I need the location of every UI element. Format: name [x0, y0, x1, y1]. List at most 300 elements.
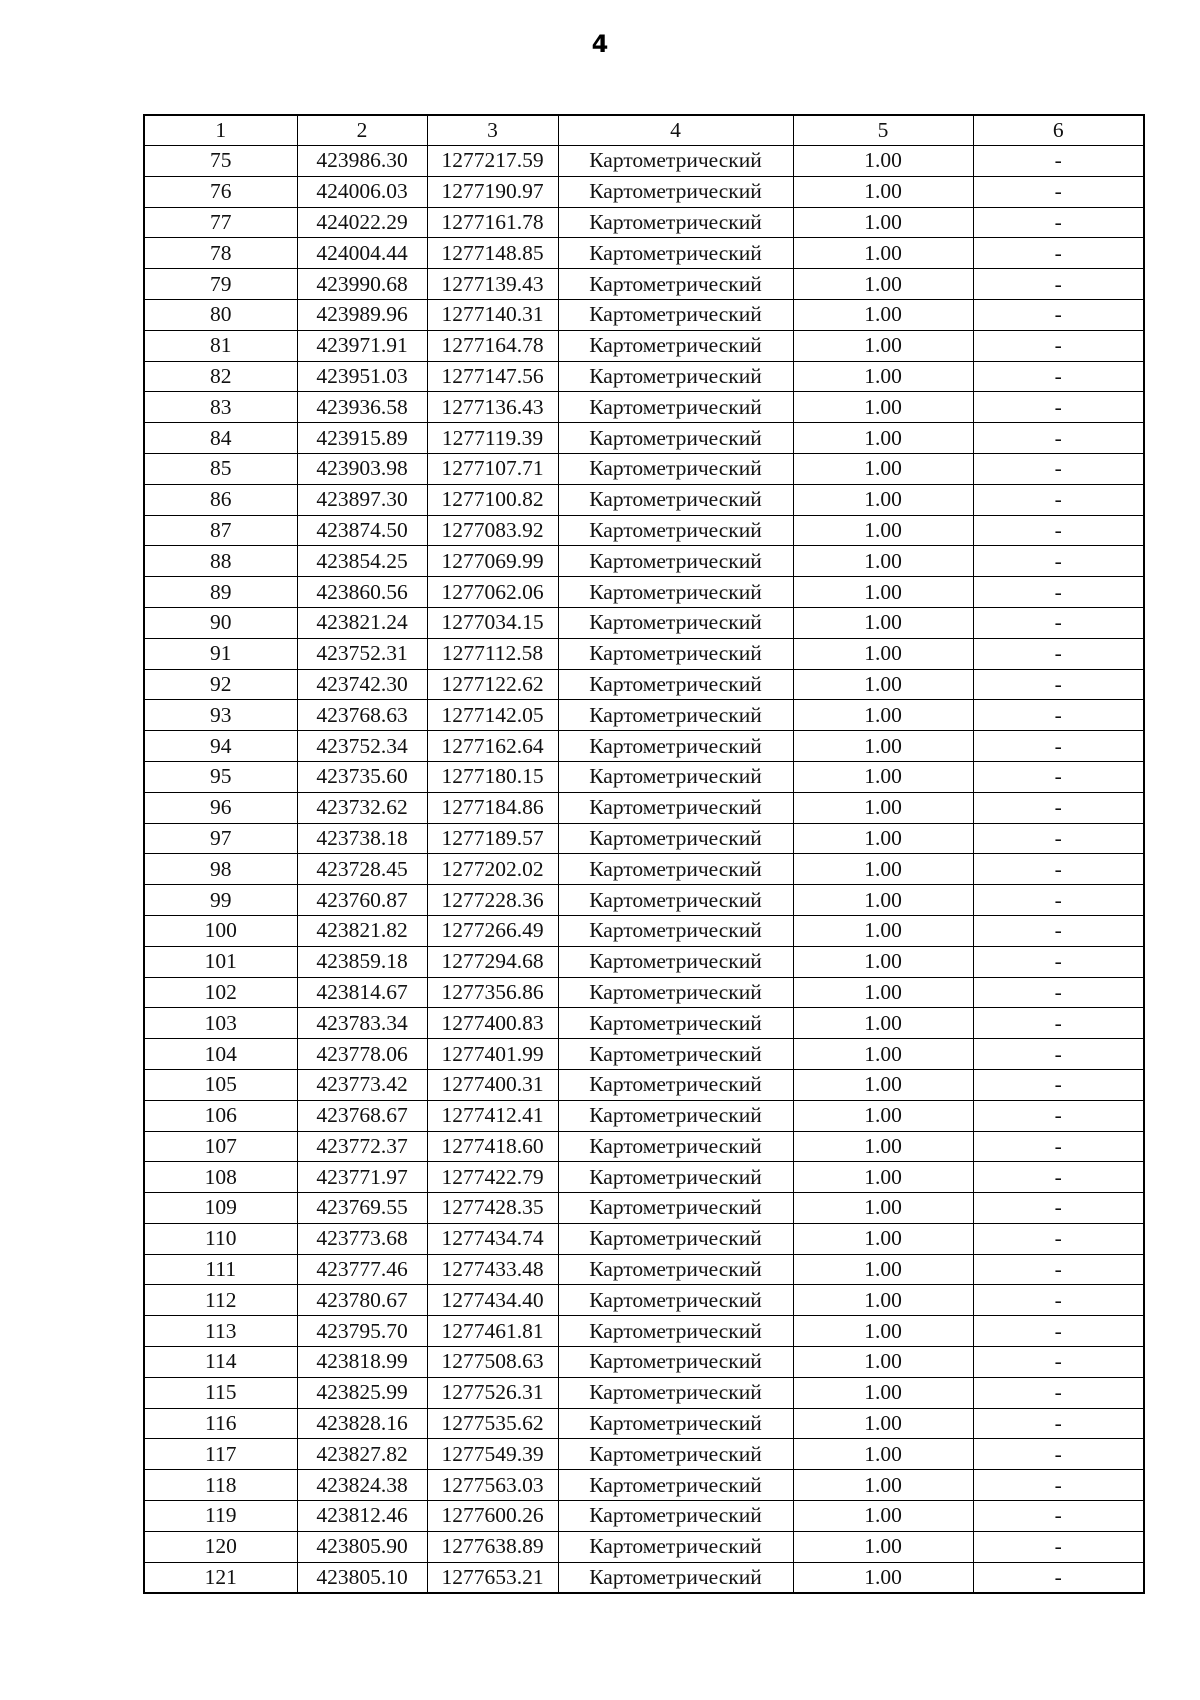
y-coordinate-cell: 1277122.62 [427, 669, 558, 700]
note-cell: - [973, 330, 1144, 361]
note-cell: - [973, 1223, 1144, 1254]
table-row [144, 1069, 1144, 1100]
accuracy-cell: 1.00 [793, 1069, 973, 1100]
point-number-cell: 94 [144, 731, 297, 762]
point-number-cell: 95 [144, 761, 297, 792]
y-coordinate-cell: 1277400.83 [427, 1008, 558, 1039]
method-cell: Картометрический [558, 1316, 793, 1347]
point-number-cell: 101 [144, 946, 297, 977]
x-coordinate-cell: 423986.30 [297, 146, 427, 177]
page-number: 4 [591, 30, 609, 58]
point-number-cell: 86 [144, 484, 297, 515]
table-row [144, 484, 1144, 515]
note-cell: - [973, 1254, 1144, 1285]
accuracy-cell: 1.00 [793, 1408, 973, 1439]
point-number-cell: 120 [144, 1531, 297, 1562]
method-cell: Картометрический [558, 238, 793, 269]
note-cell: - [973, 546, 1144, 577]
point-number-cell: 82 [144, 361, 297, 392]
x-coordinate-cell: 423768.63 [297, 700, 427, 731]
accuracy-cell: 1.00 [793, 946, 973, 977]
y-coordinate-cell: 1277161.78 [427, 207, 558, 238]
x-coordinate-cell: 423821.24 [297, 607, 427, 638]
method-cell: Картометрический [558, 330, 793, 361]
method-cell: Картометрический [558, 1008, 793, 1039]
accuracy-cell: 1.00 [793, 361, 973, 392]
y-coordinate-cell: 1277461.81 [427, 1316, 558, 1347]
note-cell: - [973, 1470, 1144, 1501]
method-cell: Картометрический [558, 515, 793, 546]
point-number-cell: 103 [144, 1008, 297, 1039]
accuracy-cell: 1.00 [793, 269, 973, 300]
method-cell: Картометрический [558, 1100, 793, 1131]
point-number-cell: 115 [144, 1377, 297, 1408]
note-cell: - [973, 392, 1144, 423]
x-coordinate-cell: 423769.55 [297, 1193, 427, 1224]
accuracy-cell: 1.00 [793, 792, 973, 823]
accuracy-cell: 1.00 [793, 1377, 973, 1408]
table-row [144, 269, 1144, 300]
x-coordinate-cell: 423951.03 [297, 361, 427, 392]
note-cell: - [973, 854, 1144, 885]
x-coordinate-cell: 423735.60 [297, 761, 427, 792]
y-coordinate-cell: 1277638.89 [427, 1531, 558, 1562]
accuracy-cell: 1.00 [793, 484, 973, 515]
note-cell: - [973, 176, 1144, 207]
x-coordinate-cell: 423771.97 [297, 1162, 427, 1193]
x-coordinate-cell: 423874.50 [297, 515, 427, 546]
accuracy-cell: 1.00 [793, 1347, 973, 1378]
method-cell: Картометрический [558, 361, 793, 392]
x-coordinate-cell: 423780.67 [297, 1285, 427, 1316]
method-cell: Картометрический [558, 1039, 793, 1070]
table-row [144, 1347, 1144, 1378]
x-coordinate-cell: 424004.44 [297, 238, 427, 269]
point-number-cell: 79 [144, 269, 297, 300]
y-coordinate-cell: 1277422.79 [427, 1162, 558, 1193]
method-cell: Картометрический [558, 453, 793, 484]
point-number-cell: 87 [144, 515, 297, 546]
point-number-cell: 119 [144, 1501, 297, 1532]
note-cell: - [973, 761, 1144, 792]
accuracy-cell: 1.00 [793, 515, 973, 546]
table-row [144, 1439, 1144, 1470]
note-cell: - [973, 1347, 1144, 1378]
point-number-cell: 90 [144, 607, 297, 638]
x-coordinate-cell: 423989.96 [297, 299, 427, 330]
y-coordinate-cell: 1277162.64 [427, 731, 558, 762]
point-number-cell: 85 [144, 453, 297, 484]
column-header-1: 1 [144, 115, 297, 146]
x-coordinate-cell: 423752.31 [297, 638, 427, 669]
y-coordinate-cell: 1277401.99 [427, 1039, 558, 1070]
y-coordinate-cell: 1277164.78 [427, 330, 558, 361]
table-row [144, 1285, 1144, 1316]
note-cell: - [973, 1377, 1144, 1408]
accuracy-cell: 1.00 [793, 392, 973, 423]
y-coordinate-cell: 1277189.57 [427, 823, 558, 854]
table-row [144, 1039, 1144, 1070]
y-coordinate-cell: 1277139.43 [427, 269, 558, 300]
y-coordinate-cell: 1277400.31 [427, 1069, 558, 1100]
table-row [144, 1408, 1144, 1439]
accuracy-cell: 1.00 [793, 330, 973, 361]
accuracy-cell: 1.00 [793, 1501, 973, 1532]
y-coordinate-cell: 1277266.49 [427, 915, 558, 946]
table-row [144, 577, 1144, 608]
y-coordinate-cell: 1277119.39 [427, 423, 558, 454]
method-cell: Картометрический [558, 1193, 793, 1224]
y-coordinate-cell: 1277428.35 [427, 1193, 558, 1224]
y-coordinate-cell: 1277180.15 [427, 761, 558, 792]
note-cell: - [973, 515, 1144, 546]
table-row [144, 1531, 1144, 1562]
table-row [144, 1470, 1144, 1501]
y-coordinate-cell: 1277148.85 [427, 238, 558, 269]
accuracy-cell: 1.00 [793, 1223, 973, 1254]
method-cell: Картометрический [558, 299, 793, 330]
method-cell: Картометрический [558, 669, 793, 700]
x-coordinate-cell: 423732.62 [297, 792, 427, 823]
y-coordinate-cell: 1277100.82 [427, 484, 558, 515]
y-coordinate-cell: 1277600.26 [427, 1501, 558, 1532]
y-coordinate-cell: 1277294.68 [427, 946, 558, 977]
column-header-3: 3 [427, 115, 558, 146]
x-coordinate-cell: 423777.46 [297, 1254, 427, 1285]
point-number-cell: 96 [144, 792, 297, 823]
note-cell: - [973, 1008, 1144, 1039]
table-row [144, 1254, 1144, 1285]
method-cell: Картометрический [558, 854, 793, 885]
method-cell: Картометрический [558, 1069, 793, 1100]
x-coordinate-cell: 423805.90 [297, 1531, 427, 1562]
table-row [144, 146, 1144, 177]
accuracy-cell: 1.00 [793, 453, 973, 484]
note-cell: - [973, 1100, 1144, 1131]
table-row [144, 546, 1144, 577]
table-row [144, 238, 1144, 269]
y-coordinate-cell: 1277508.63 [427, 1347, 558, 1378]
method-cell: Картометрический [558, 638, 793, 669]
y-coordinate-cell: 1277418.60 [427, 1131, 558, 1162]
method-cell: Картометрический [558, 1439, 793, 1470]
point-number-cell: 89 [144, 577, 297, 608]
method-cell: Картометрический [558, 700, 793, 731]
table-row [144, 607, 1144, 638]
note-cell: - [973, 1562, 1144, 1593]
x-coordinate-cell: 423915.89 [297, 423, 427, 454]
table-row [144, 915, 1144, 946]
table-row [144, 761, 1144, 792]
accuracy-cell: 1.00 [793, 299, 973, 330]
point-number-cell: 108 [144, 1162, 297, 1193]
point-number-cell: 84 [144, 423, 297, 454]
y-coordinate-cell: 1277190.97 [427, 176, 558, 207]
y-coordinate-cell: 1277202.02 [427, 854, 558, 885]
table-row [144, 1193, 1144, 1224]
y-coordinate-cell: 1277107.71 [427, 453, 558, 484]
table-row [144, 823, 1144, 854]
point-number-cell: 111 [144, 1254, 297, 1285]
table-row [144, 392, 1144, 423]
x-coordinate-cell: 423860.56 [297, 577, 427, 608]
table-row [144, 299, 1144, 330]
y-coordinate-cell: 1277228.36 [427, 885, 558, 916]
method-cell: Картометрический [558, 1408, 793, 1439]
accuracy-cell: 1.00 [793, 1562, 973, 1593]
x-coordinate-cell: 423738.18 [297, 823, 427, 854]
note-cell: - [973, 1069, 1144, 1100]
note-cell: - [973, 1501, 1144, 1532]
note-cell: - [973, 946, 1144, 977]
x-coordinate-cell: 423824.38 [297, 1470, 427, 1501]
accuracy-cell: 1.00 [793, 669, 973, 700]
note-cell: - [973, 453, 1144, 484]
method-cell: Картометрический [558, 1254, 793, 1285]
accuracy-cell: 1.00 [793, 700, 973, 731]
x-coordinate-cell: 423778.06 [297, 1039, 427, 1070]
accuracy-cell: 1.00 [793, 207, 973, 238]
point-number-cell: 92 [144, 669, 297, 700]
accuracy-cell: 1.00 [793, 1439, 973, 1470]
column-header-5: 5 [793, 115, 973, 146]
x-coordinate-cell: 423773.42 [297, 1069, 427, 1100]
point-number-cell: 100 [144, 915, 297, 946]
note-cell: - [973, 1162, 1144, 1193]
table-row [144, 946, 1144, 977]
method-cell: Картометрический [558, 1562, 793, 1593]
x-coordinate-cell: 423772.37 [297, 1131, 427, 1162]
accuracy-cell: 1.00 [793, 885, 973, 916]
y-coordinate-cell: 1277083.92 [427, 515, 558, 546]
table-row [144, 1162, 1144, 1193]
accuracy-cell: 1.00 [793, 1131, 973, 1162]
x-coordinate-cell: 423818.99 [297, 1347, 427, 1378]
point-number-cell: 80 [144, 299, 297, 330]
point-number-cell: 77 [144, 207, 297, 238]
x-coordinate-cell: 423859.18 [297, 946, 427, 977]
accuracy-cell: 1.00 [793, 1285, 973, 1316]
method-cell: Картометрический [558, 977, 793, 1008]
y-coordinate-cell: 1277217.59 [427, 146, 558, 177]
method-cell: Картометрический [558, 1223, 793, 1254]
point-number-cell: 112 [144, 1285, 297, 1316]
method-cell: Картометрический [558, 392, 793, 423]
point-number-cell: 118 [144, 1470, 297, 1501]
point-number-cell: 116 [144, 1408, 297, 1439]
table-row [144, 1008, 1144, 1039]
table-row [144, 700, 1144, 731]
column-header-6: 6 [973, 115, 1144, 146]
note-cell: - [973, 1131, 1144, 1162]
x-coordinate-cell: 423795.70 [297, 1316, 427, 1347]
accuracy-cell: 1.00 [793, 146, 973, 177]
note-cell: - [973, 1316, 1144, 1347]
table-row [144, 515, 1144, 546]
table-row [144, 977, 1144, 1008]
table-body [144, 146, 1144, 1594]
note-cell: - [973, 207, 1144, 238]
note-cell: - [973, 885, 1144, 916]
method-cell: Картометрический [558, 946, 793, 977]
method-cell: Картометрический [558, 1285, 793, 1316]
note-cell: - [973, 607, 1144, 638]
coordinates-table [143, 114, 1145, 1594]
point-number-cell: 121 [144, 1562, 297, 1593]
point-number-cell: 78 [144, 238, 297, 269]
accuracy-cell: 1.00 [793, 176, 973, 207]
y-coordinate-cell: 1277147.56 [427, 361, 558, 392]
point-number-cell: 83 [144, 392, 297, 423]
x-coordinate-cell: 424006.03 [297, 176, 427, 207]
note-cell: - [973, 299, 1144, 330]
note-cell: - [973, 484, 1144, 515]
x-coordinate-cell: 423812.46 [297, 1501, 427, 1532]
point-number-cell: 98 [144, 854, 297, 885]
accuracy-cell: 1.00 [793, 1008, 973, 1039]
note-cell: - [973, 823, 1144, 854]
note-cell: - [973, 269, 1144, 300]
method-cell: Картометрический [558, 269, 793, 300]
note-cell: - [973, 700, 1144, 731]
note-cell: - [973, 669, 1144, 700]
accuracy-cell: 1.00 [793, 1193, 973, 1224]
table-row [144, 207, 1144, 238]
note-cell: - [973, 1531, 1144, 1562]
x-coordinate-cell: 423783.34 [297, 1008, 427, 1039]
table-row [144, 453, 1144, 484]
x-coordinate-cell: 423971.91 [297, 330, 427, 361]
x-coordinate-cell: 423728.45 [297, 854, 427, 885]
note-cell: - [973, 1285, 1144, 1316]
point-number-cell: 114 [144, 1347, 297, 1378]
note-cell: - [973, 792, 1144, 823]
accuracy-cell: 1.00 [793, 607, 973, 638]
method-cell: Картометрический [558, 207, 793, 238]
point-number-cell: 99 [144, 885, 297, 916]
method-cell: Картометрический [558, 146, 793, 177]
point-number-cell: 113 [144, 1316, 297, 1347]
x-coordinate-cell: 423903.98 [297, 453, 427, 484]
point-number-cell: 97 [144, 823, 297, 854]
y-coordinate-cell: 1277434.40 [427, 1285, 558, 1316]
x-coordinate-cell: 423752.34 [297, 731, 427, 762]
x-coordinate-cell: 423760.87 [297, 885, 427, 916]
y-coordinate-cell: 1277069.99 [427, 546, 558, 577]
table-row [144, 1316, 1144, 1347]
x-coordinate-cell: 423990.68 [297, 269, 427, 300]
note-cell: - [973, 1193, 1144, 1224]
point-number-cell: 75 [144, 146, 297, 177]
accuracy-cell: 1.00 [793, 1470, 973, 1501]
x-coordinate-cell: 423742.30 [297, 669, 427, 700]
table-row [144, 176, 1144, 207]
accuracy-cell: 1.00 [793, 854, 973, 885]
table-row [144, 1562, 1144, 1593]
x-coordinate-cell: 423814.67 [297, 977, 427, 1008]
point-number-cell: 110 [144, 1223, 297, 1254]
table-row [144, 731, 1144, 762]
y-coordinate-cell: 1277433.48 [427, 1254, 558, 1285]
table-row [144, 669, 1144, 700]
note-cell: - [973, 731, 1144, 762]
accuracy-cell: 1.00 [793, 577, 973, 608]
method-cell: Картометрический [558, 546, 793, 577]
y-coordinate-cell: 1277184.86 [427, 792, 558, 823]
table-row [144, 1100, 1144, 1131]
point-number-cell: 88 [144, 546, 297, 577]
note-cell: - [973, 1439, 1144, 1470]
table-header [144, 115, 1144, 146]
method-cell: Картометрический [558, 1531, 793, 1562]
note-cell: - [973, 146, 1144, 177]
method-cell: Картометрический [558, 792, 793, 823]
method-cell: Картометрический [558, 885, 793, 916]
table-row [144, 792, 1144, 823]
point-number-cell: 105 [144, 1069, 297, 1100]
y-coordinate-cell: 1277563.03 [427, 1470, 558, 1501]
note-cell: - [973, 977, 1144, 1008]
accuracy-cell: 1.00 [793, 1100, 973, 1131]
accuracy-cell: 1.00 [793, 731, 973, 762]
method-cell: Картометрический [558, 1501, 793, 1532]
table-row [144, 1501, 1144, 1532]
method-cell: Картометрический [558, 423, 793, 454]
accuracy-cell: 1.00 [793, 1531, 973, 1562]
y-coordinate-cell: 1277356.86 [427, 977, 558, 1008]
x-coordinate-cell: 423854.25 [297, 546, 427, 577]
accuracy-cell: 1.00 [793, 977, 973, 1008]
method-cell: Картометрический [558, 823, 793, 854]
y-coordinate-cell: 1277140.31 [427, 299, 558, 330]
point-number-cell: 104 [144, 1039, 297, 1070]
method-cell: Картометрический [558, 1131, 793, 1162]
x-coordinate-cell: 423821.82 [297, 915, 427, 946]
accuracy-cell: 1.00 [793, 915, 973, 946]
accuracy-cell: 1.00 [793, 761, 973, 792]
method-cell: Картометрический [558, 176, 793, 207]
point-number-cell: 107 [144, 1131, 297, 1162]
y-coordinate-cell: 1277062.06 [427, 577, 558, 608]
note-cell: - [973, 238, 1144, 269]
y-coordinate-cell: 1277434.74 [427, 1223, 558, 1254]
x-coordinate-cell: 423825.99 [297, 1377, 427, 1408]
x-coordinate-cell: 423897.30 [297, 484, 427, 515]
accuracy-cell: 1.00 [793, 823, 973, 854]
table-row [144, 1377, 1144, 1408]
y-coordinate-cell: 1277142.05 [427, 700, 558, 731]
method-cell: Картометрический [558, 731, 793, 762]
accuracy-cell: 1.00 [793, 1039, 973, 1070]
point-number-cell: 81 [144, 330, 297, 361]
accuracy-cell: 1.00 [793, 1254, 973, 1285]
point-number-cell: 117 [144, 1439, 297, 1470]
accuracy-cell: 1.00 [793, 1316, 973, 1347]
table-row [144, 854, 1144, 885]
table-row [144, 361, 1144, 392]
y-coordinate-cell: 1277412.41 [427, 1100, 558, 1131]
method-cell: Картометрический [558, 484, 793, 515]
x-coordinate-cell: 423805.10 [297, 1562, 427, 1593]
y-coordinate-cell: 1277526.31 [427, 1377, 558, 1408]
table-row [144, 423, 1144, 454]
y-coordinate-cell: 1277653.21 [427, 1562, 558, 1593]
x-coordinate-cell: 423827.82 [297, 1439, 427, 1470]
point-number-cell: 91 [144, 638, 297, 669]
point-number-cell: 109 [144, 1193, 297, 1224]
method-cell: Картометрический [558, 915, 793, 946]
table-row [144, 638, 1144, 669]
